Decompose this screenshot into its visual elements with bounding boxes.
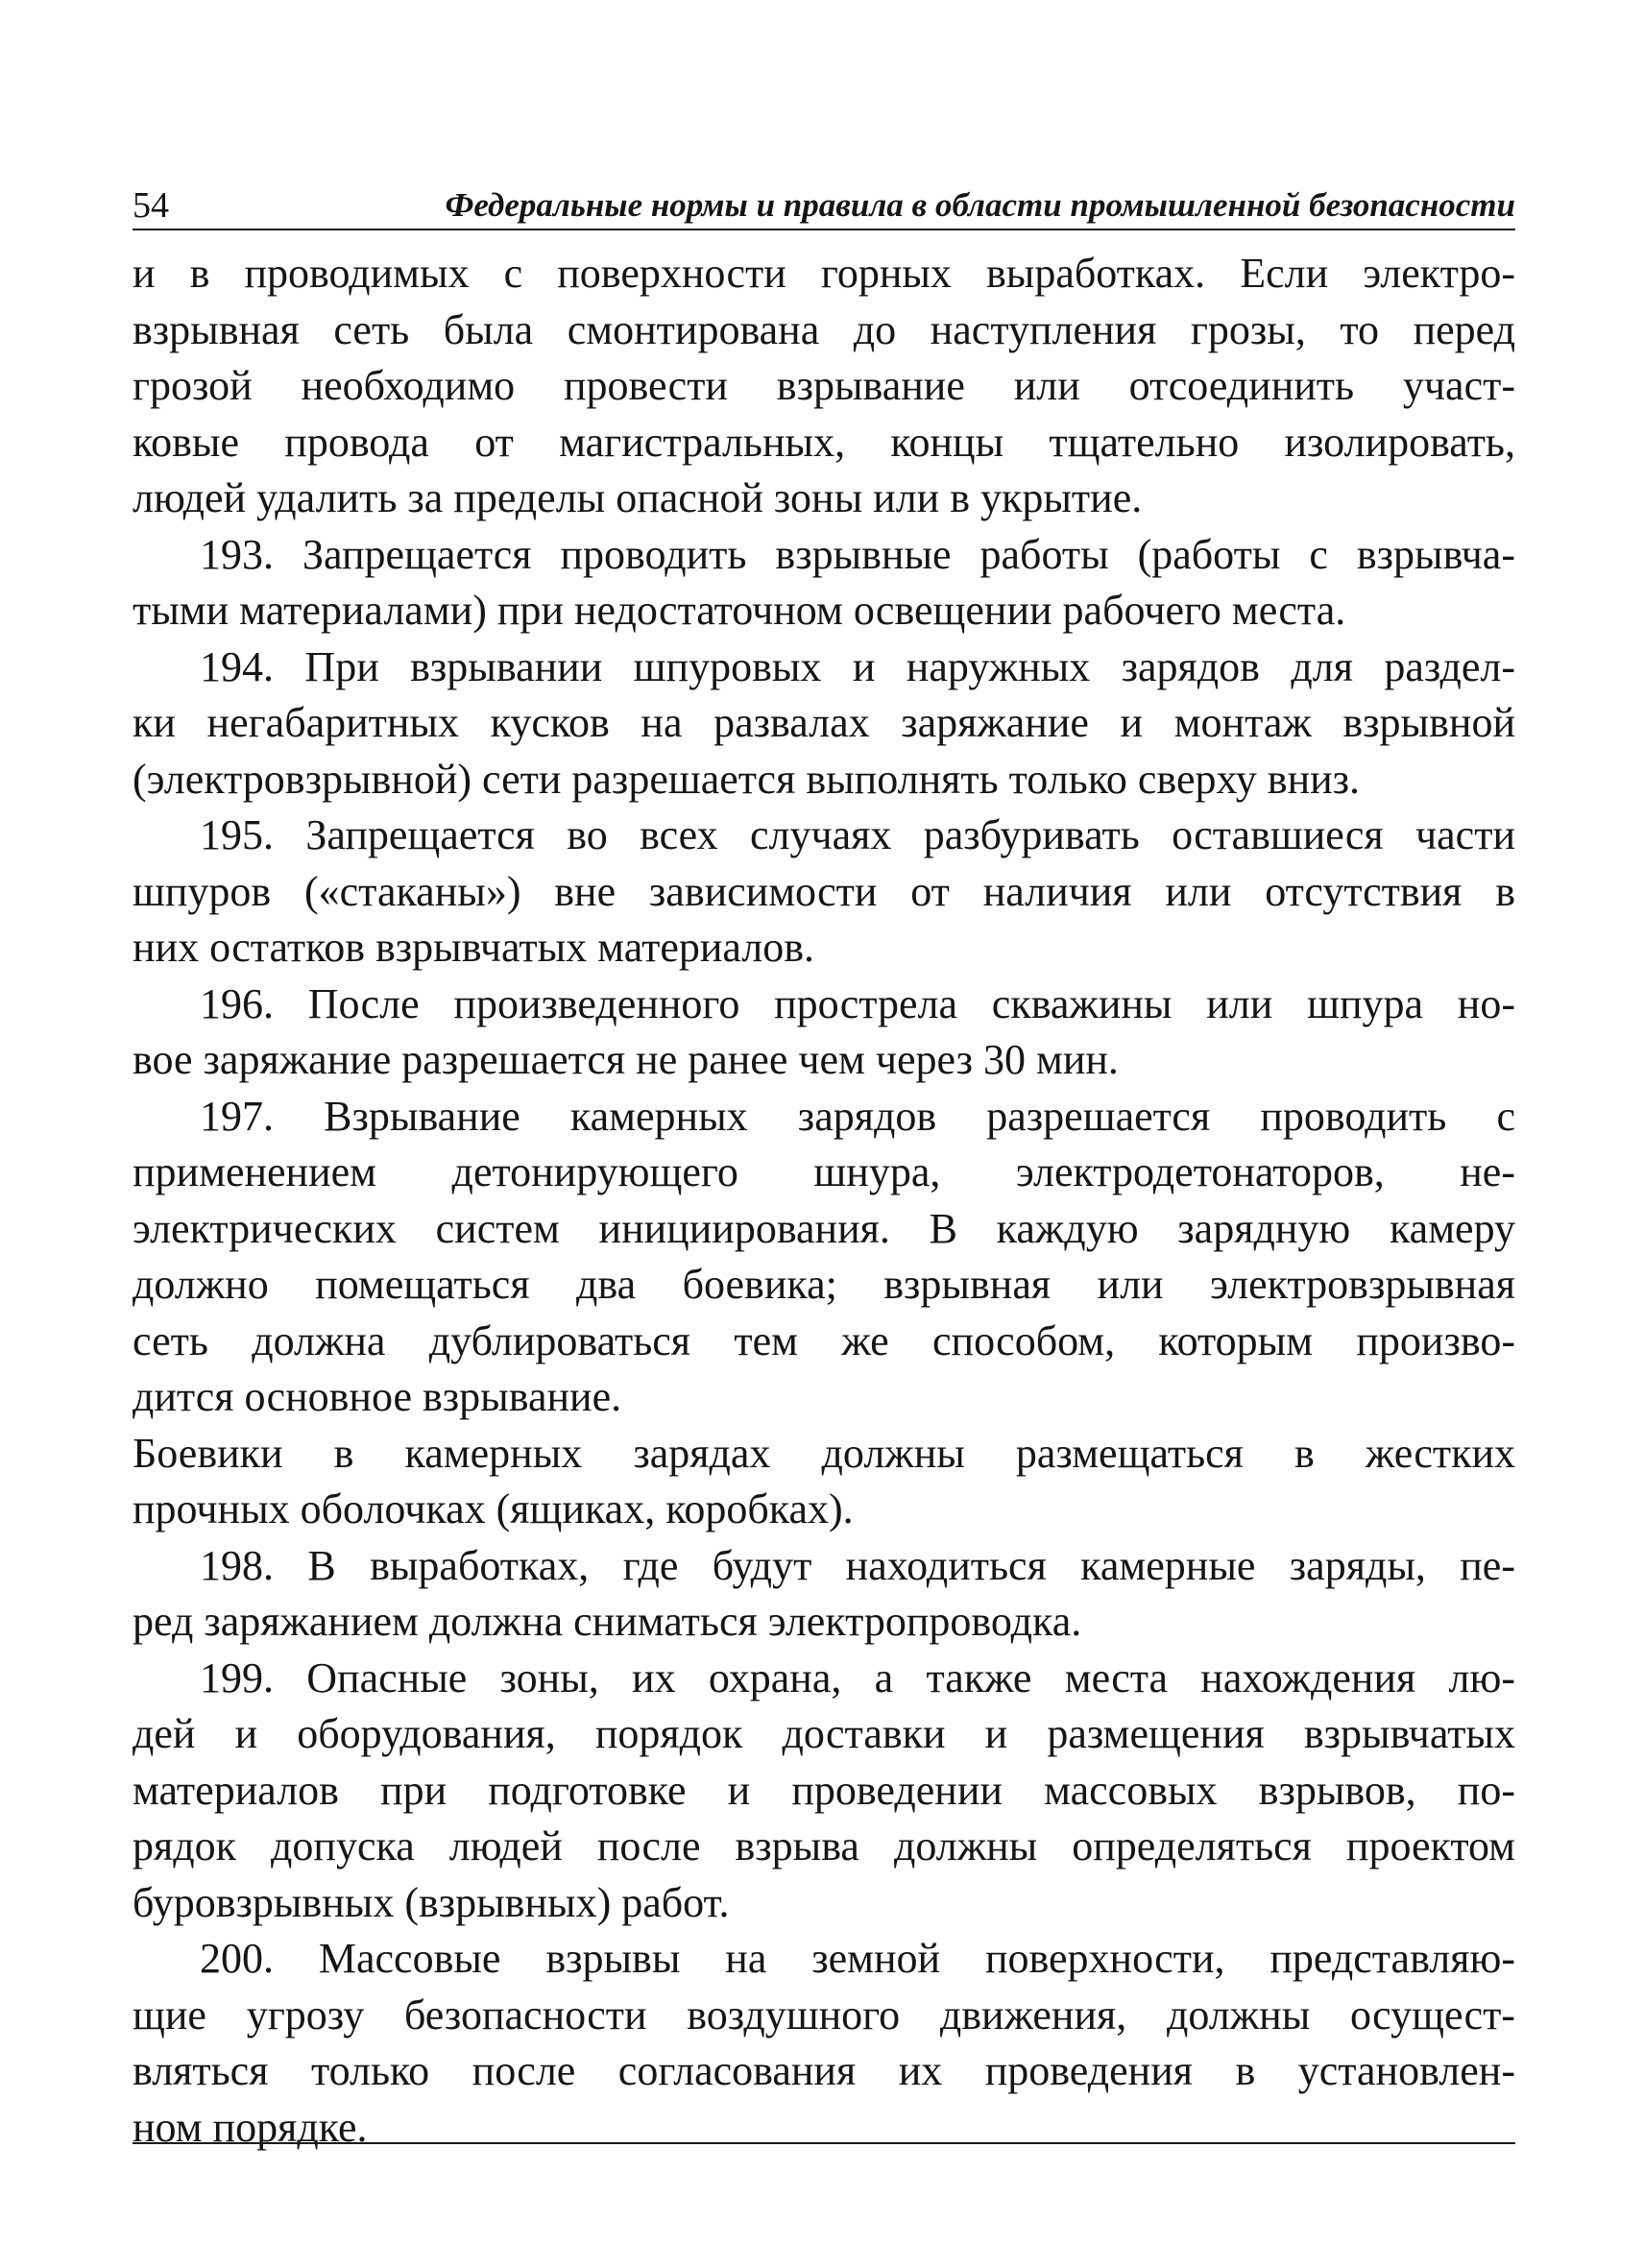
text-line: дится основное взрывание. xyxy=(133,1373,622,1420)
text-line: рядок допуска людей после взрыва должны определяться проектом xyxy=(133,1822,1515,1870)
text-line: дей и оборудования, порядок доставки и размещения взрывчатых xyxy=(133,1710,1515,1757)
paragraph xyxy=(133,1931,1515,2156)
paragraph xyxy=(133,977,1515,1089)
book-page xyxy=(133,182,1515,2156)
text-line: прочных оболочках (ящиках, коробках). xyxy=(133,1485,854,1532)
text-line: (электровзрывной) сети разрешается выполнять только сверху вниз. xyxy=(133,755,1361,803)
text-line: буровзрывных (взрывных) работ. xyxy=(133,1878,730,1926)
paragraph xyxy=(133,639,1515,808)
text-line: грозой необходимо провести взрывание или отсоединить участ- xyxy=(133,362,1515,409)
page-header xyxy=(133,182,1515,230)
text-line: сеть должна дублироваться тем же способом, которым произво- xyxy=(133,1316,1515,1364)
running-title: Федеральные нормы и правила в области промышленной безопасности xyxy=(445,186,1515,224)
paragraph xyxy=(133,1538,1515,1651)
text-line: щие угрозу безопасности воздушного движения, должны осущест- xyxy=(133,1991,1515,2039)
text-line: должно помещаться два боевика; взрывная или электровзрывная xyxy=(133,1261,1515,1308)
text-line: шпуров («стаканы») вне зависимости от наличия или отсутствия в xyxy=(133,867,1515,915)
text-line: ном порядке. xyxy=(133,2103,368,2151)
paragraph xyxy=(133,808,1515,977)
text-line: 200. Массовые взрывы на земной поверхности, представляю- xyxy=(200,1935,1515,1982)
text-line: ред заряжанием должна сниматься электропроводка. xyxy=(133,1598,1082,1645)
text-line: применением детонирующего шнура, электродетонаторов, не- xyxy=(133,1148,1515,1195)
footer-rule xyxy=(133,2142,1515,2144)
text-line: электрических систем инициирования. В каждую зарядную камеру xyxy=(133,1204,1515,1252)
paragraph xyxy=(133,527,1515,639)
body-text xyxy=(133,230,1515,2156)
paragraph xyxy=(133,1651,1515,1932)
text-line: 193. Запрещается проводить взрывные работы (работы с взрывча- xyxy=(200,530,1515,578)
text-line: Боевики в камерных зарядах должны размещаться в жестких xyxy=(133,1429,1515,1477)
text-line: 198. В выработках, где будут находиться камерные заряды, пе- xyxy=(200,1541,1515,1589)
text-line: ки негабаритных кусков на развалах заряжание и монтаж взрывной xyxy=(133,699,1515,746)
paragraph xyxy=(133,246,1515,527)
text-line: 194. При взрывании шпуровых и наружных зарядов для раздел- xyxy=(200,642,1515,690)
text-line: 199. Опасные зоны, их охрана, а также места нахождения лю- xyxy=(200,1653,1515,1701)
text-line: взрывная сеть была смонтирована до наступления грозы, то перед xyxy=(133,305,1515,353)
text-line: тыми материалами) при недостаточном освещении рабочего места. xyxy=(133,587,1346,634)
text-line: ковые провода от магистральных, концы тщательно изолировать, xyxy=(133,418,1515,466)
paragraph xyxy=(133,1426,1515,1538)
text-line: вое заряжание разрешается не ранее чем через 30 мин. xyxy=(133,1036,1119,1083)
text-line: и в проводимых с поверхности горных выработках. Если электро- xyxy=(133,250,1515,297)
page-number: 54 xyxy=(133,185,169,226)
text-line: вляться только после согласования их проведения в установлен- xyxy=(133,2047,1515,2094)
text-line: людей удалить за пределы опасной зоны или в укрытие. xyxy=(133,474,1143,521)
text-line: 196. После произведенного прострела скважины или шпура но- xyxy=(200,979,1515,1027)
text-line: материалов при подготовке и проведении массовых взрывов, по- xyxy=(133,1766,1515,1814)
text-line: 197. Взрывание камерных зарядов разрешается проводить с xyxy=(200,1092,1515,1140)
text-line: 195. Запрещается во всех случаях разбуривать оставшиеся части xyxy=(200,811,1515,858)
text-line: них остатков взрывчатых материалов. xyxy=(133,924,815,971)
paragraph xyxy=(133,1089,1515,1426)
